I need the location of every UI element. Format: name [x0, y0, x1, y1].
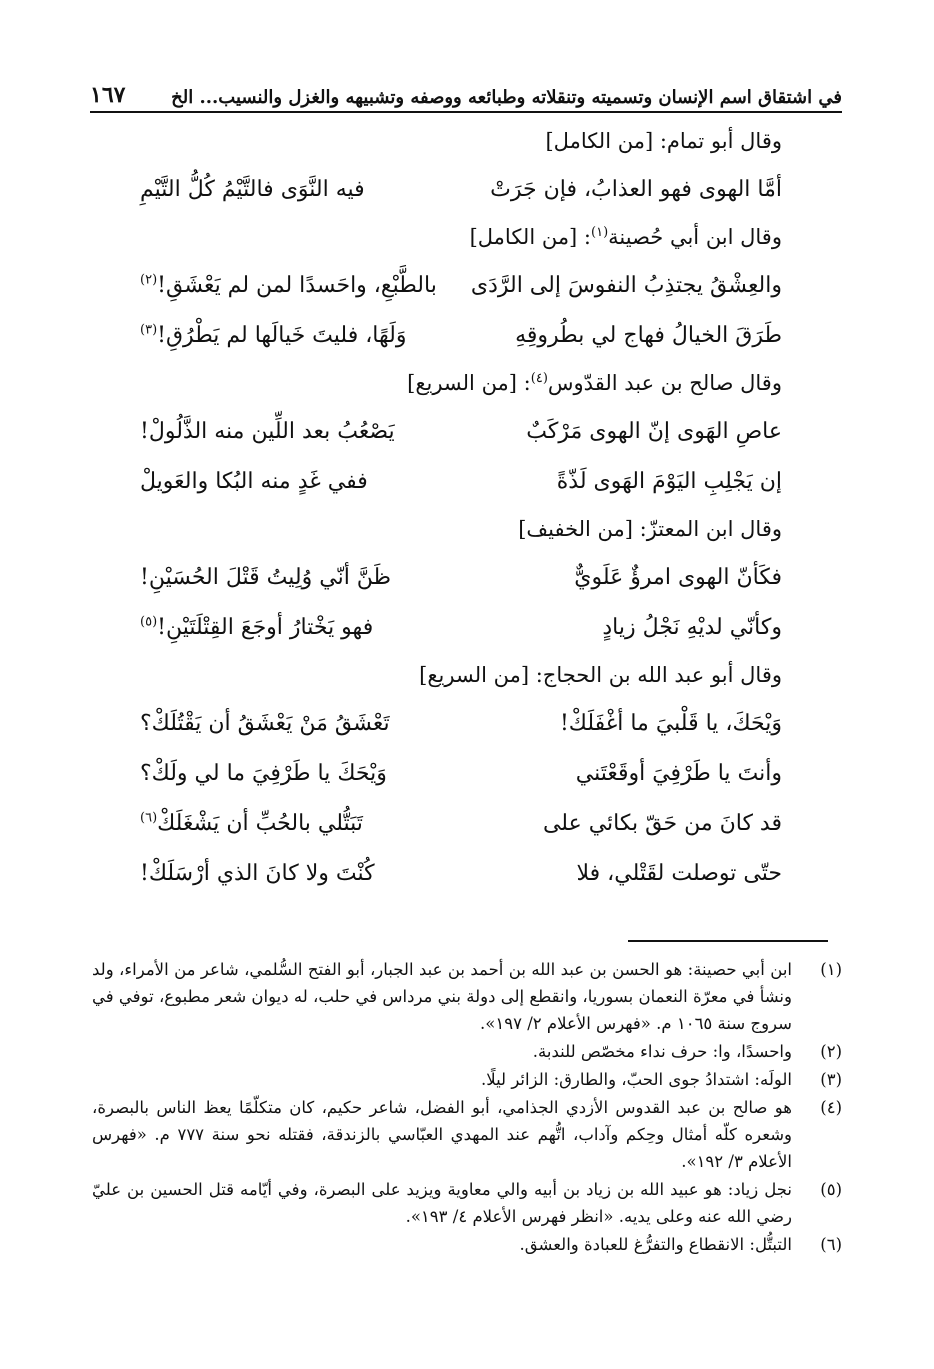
verse-second-hemistich [140, 323, 461, 348]
hemistich-text: وَيْحَكَ يا طَرْفِيَ ما لي ولَكْ؟ [140, 760, 387, 786]
footnote [92, 1231, 842, 1258]
running-title: في اشتقاق اسم الإنسان وتسميته وتنقلاته وطبائعه ووصفه وتشبيهه والغزل والنسيب... الخ [171, 87, 842, 108]
footnote-marker: (١) [591, 225, 609, 240]
verse-line [140, 406, 782, 456]
verse-first-hemistich: قد كانَ من حَقّ بكائي على [542, 810, 782, 836]
verse-intro [140, 118, 782, 164]
verse-first-hemistich: وكأنّي لديْهِ نَجْلُ زيادٍ [602, 614, 782, 640]
verse-first-hemistich: وأنتَ يا طَرْفِيَ أوقَعْتَني [575, 760, 782, 786]
page-number: ١٦٧ [90, 82, 126, 108]
verse-first-hemistich: فكَأنّ الهوى امرؤٌ عَلَويٌّ [574, 564, 782, 590]
footnote-separator [628, 940, 828, 942]
footnote-number: (١) [820, 960, 842, 979]
footnote-marker: (٢) [140, 272, 158, 288]
footnote-number: (٦) [820, 1235, 842, 1254]
verse-first-hemistich: عاصِ الهَوى إنّ الهوى مَرْكَبٌ [526, 418, 782, 444]
verse-line [140, 164, 782, 214]
verse-line [140, 602, 782, 652]
verse-second-hemistich [140, 861, 461, 886]
main-text [140, 118, 782, 898]
verse-second-hemistich [140, 419, 461, 444]
footnote [92, 1094, 842, 1175]
verse-intro [140, 506, 782, 552]
header-rule [90, 111, 842, 113]
hemistich-text: بالطَّبْعِ، واحَسدًا لمن لم يَعْشَقِ! [157, 272, 437, 298]
verse-second-hemistich [140, 273, 461, 298]
footnote-text: الولَه: اشتدادُ جوى الحبّ، والطارق: الزائر ليلًا. [480, 1070, 792, 1089]
verse-first-hemistich: طَرَقَ الخيالُ فهاج لي بطُروقِهِ [515, 322, 782, 348]
footnote-text: التبتُّل: الانقطاع والتفرُّغ للعبادة والعشق. [519, 1235, 792, 1254]
verse-line [140, 552, 782, 602]
verse-line [140, 310, 782, 360]
footnotes [92, 956, 842, 1259]
intro-meter: : [من الكامل] [469, 225, 592, 249]
hemistich-text: ظَنَّ أنّي وُلِيتُ قَتْلَ الحُسَيْنِ! [140, 564, 392, 590]
footnote-text: هو صالح بن عبد القدوس الأزدي الجذامي، أبو الفضل، شاعر حكيم، كان متكلّمًا يعظ الناس بالبصرة، وشعره كلّه أمثال وحِكم وآداب، اتُّهم عند المهدي العبّاسي بالزندقة، فقتله نحو سنة ٧٧٧ م. «فهرس الأعلام ٣/ ١٩٢». [92, 1098, 792, 1171]
intro-text: وقال ابن المعتزّ: [من الخفيف] [518, 517, 782, 541]
hemistich-text: كُنْتَ ولا كانَ الذي أرْسَلَكْ! [140, 860, 375, 886]
running-header [90, 58, 842, 108]
verse-second-hemistich [140, 469, 461, 494]
hemistich-text: تَعْشَقُ مَنْ يَعْشَقُ أن يَقْتُلَكْ؟ [140, 710, 390, 736]
verse-line [140, 698, 782, 748]
verse-line [140, 848, 782, 898]
verse-second-hemistich [140, 811, 461, 836]
intro-text: وقال ابن أبي حُصينة [608, 225, 782, 249]
footnote [92, 1176, 842, 1230]
intro-meter: : [من السريع] [407, 371, 531, 395]
footnote-text: واحسدًا، وا: حرف نداء مخصّص للندبة. [532, 1042, 792, 1061]
intro-text: وقال أبو تمام: [من الكامل] [545, 129, 782, 153]
intro-text: وقال أبو عبد الله بن الحجاج: [من السريع] [419, 663, 782, 687]
verse-first-hemistich: إن يَجْلِبِ اليَوْمَ الهَوى لَذّةً [556, 468, 782, 494]
footnote-marker: (٦) [140, 810, 158, 826]
footnote-marker: (٤) [530, 371, 548, 386]
footnote-number: (٢) [820, 1042, 842, 1061]
verse-second-hemistich [140, 761, 461, 786]
hemistich-text: فيه النَّوَى فالتَّيْمُ كُلُّ التَّيْمِ [140, 176, 365, 202]
verse-second-hemistich [140, 615, 461, 640]
footnote-text: ابن أبي حصينة: هو الحسن بن عبد الله بن أحمد بن عبد الجبار، أبو الفتح السُّلمي، شاعر من الأمراء، ولد ونشأ في معرّة النعمان بسوريا، وانقطع إلى دولة بني مرداس في حلب، له ديوان شعر مطبوع، توفي في سروج سنة ١٠٦٥ م. «فهرس الأعلام ٢/ ١٩٧». [92, 960, 792, 1033]
footnote [92, 1066, 842, 1093]
verse-second-hemistich [140, 177, 461, 202]
footnote [92, 1038, 842, 1065]
verse-first-hemistich: والعِشْقُ يجتذِبُ النفوسَ إلى الرَّدَى [470, 272, 782, 298]
footnote-number: (٥) [820, 1180, 842, 1199]
footnote [92, 956, 842, 1037]
hemistich-text: فهو يَخْتارُ أوجَعَ القِتْلَتَيْنِ! [157, 614, 374, 640]
intro-text: وقال صالح بن عبد القدّوس [547, 371, 782, 395]
footnote-marker: (٥) [140, 614, 158, 630]
verse-intro [140, 652, 782, 698]
verse-intro [140, 360, 782, 406]
verse-second-hemistich [140, 711, 461, 736]
hemistich-text: ففي غَدٍ منه البُكا والعَويلْ [140, 468, 368, 494]
footnote-marker: (٣) [140, 322, 158, 338]
footnote-number: (٣) [820, 1070, 842, 1089]
verse-intro [140, 214, 782, 260]
verse-first-hemistich: وَيْحَكَ، يا قَلْبيَ ما أغْفَلَكْ! [559, 710, 782, 736]
verse-line [140, 798, 782, 848]
hemistich-text: يَصْعُبُ بعد اللِّين منه الذَّلُولْ! [140, 418, 395, 444]
hemistich-text: تَبَتُّلي بالحُبِّ أن يَشْغَلَكْ [157, 810, 363, 836]
verse-line [140, 748, 782, 798]
hemistich-text: وَلَهًا، فليتَ خَيالَها لم يَطْرُقِ! [157, 322, 407, 348]
footnote-number: (٤) [820, 1098, 842, 1117]
footnote-text: نجل زياد: هو عبيد الله بن زياد بن أبيه والي معاوية ويزيد على البصرة، وفي أيّامه قتل الحسين بن عليّ رضي الله عنه وعلى يديه. «انظر فهرس الأعلام ٤/ ١٩٣». [92, 1180, 792, 1226]
verse-second-hemistich [140, 565, 461, 590]
verse-first-hemistich: أمَّا الهوى فهو العذابُ، فإن جَرَتْ [490, 176, 782, 202]
verse-first-hemistich: حتّى توصلت لقَتْلي، فلا [576, 860, 782, 886]
verse-line [140, 456, 782, 506]
verse-line [140, 260, 782, 310]
